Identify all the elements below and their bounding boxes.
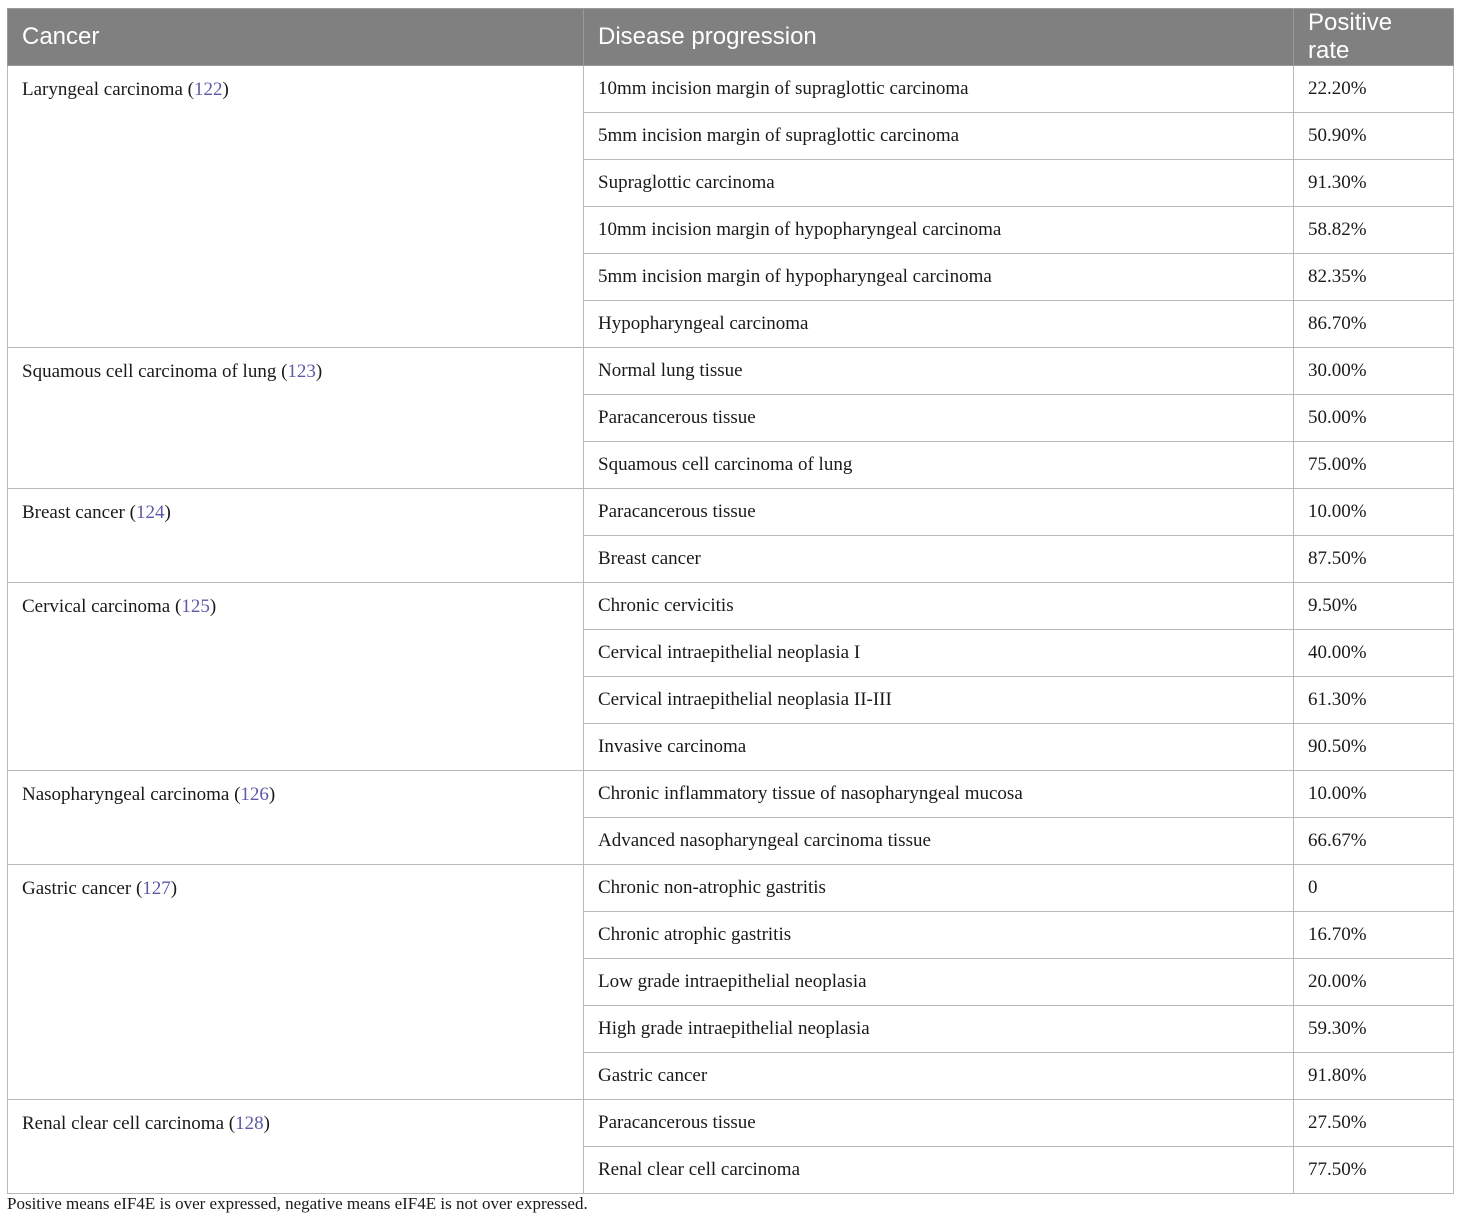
disease-progression-cell: Low grade intraepithelial neoplasia	[584, 959, 1294, 1006]
reference-link[interactable]: 127	[142, 878, 171, 899]
positive-rate-cell: 27.50%	[1294, 1100, 1454, 1147]
reference-link[interactable]: 125	[181, 596, 210, 617]
disease-progression-cell: Cervical intraepithelial neoplasia I	[584, 630, 1294, 677]
cancer-cell: Gastric cancer (127)	[8, 865, 584, 1100]
reference-link[interactable]: 126	[240, 784, 269, 805]
cancer-cell: Breast cancer (124)	[8, 489, 584, 583]
positive-rate-cell: 82.35%	[1294, 254, 1454, 301]
positive-rate-cell: 58.82%	[1294, 207, 1454, 254]
header-cancer: Cancer	[8, 9, 584, 66]
positive-rate-cell: 16.70%	[1294, 912, 1454, 959]
disease-progression-cell: Hypopharyngeal carcinoma	[584, 301, 1294, 348]
disease-progression-cell: Squamous cell carcinoma of lung	[584, 442, 1294, 489]
cancer-name: Laryngeal carcinoma	[22, 79, 183, 100]
positive-rate-cell: 10.00%	[1294, 771, 1454, 818]
cancer-cell: Laryngeal carcinoma (122)	[8, 66, 584, 348]
disease-progression-cell: Invasive carcinoma	[584, 724, 1294, 771]
disease-progression-cell: Chronic non-atrophic gastritis	[584, 865, 1294, 912]
positive-rate-cell: 9.50%	[1294, 583, 1454, 630]
cancer-name: Gastric cancer	[22, 878, 132, 899]
cancer-cell: Nasopharyngeal carcinoma (126)	[8, 771, 584, 865]
disease-progression-cell: Renal clear cell carcinoma	[584, 1147, 1294, 1194]
reference-link[interactable]: 128	[235, 1113, 264, 1134]
reference-link[interactable]: 122	[193, 79, 223, 100]
header-disease-progression: Disease progression	[584, 9, 1294, 66]
positive-rate-cell: 90.50%	[1294, 724, 1454, 771]
table-row	[8, 865, 1454, 912]
disease-progression-cell: 5mm incision margin of hypopharyngeal carcinoma	[584, 254, 1294, 301]
disease-progression-cell: Breast cancer	[584, 536, 1294, 583]
positive-rate-cell: 77.50%	[1294, 1147, 1454, 1194]
table-row	[8, 66, 1454, 113]
table-row	[8, 583, 1454, 630]
disease-progression-cell: Supraglottic carcinoma	[584, 160, 1294, 207]
table-row	[8, 1100, 1454, 1147]
disease-progression-cell: 5mm incision margin of supraglottic carcinoma	[584, 113, 1294, 160]
positive-rate-cell: 87.50%	[1294, 536, 1454, 583]
positive-rate-cell: 10.00%	[1294, 489, 1454, 536]
positive-rate-cell: 61.30%	[1294, 677, 1454, 724]
disease-progression-cell: Gastric cancer	[584, 1053, 1294, 1100]
disease-progression-cell: Chronic atrophic gastritis	[584, 912, 1294, 959]
disease-progression-cell: Advanced nasopharyngeal carcinoma tissue	[584, 818, 1294, 865]
cancer-name: Breast cancer	[22, 502, 125, 523]
table-row	[8, 489, 1454, 536]
positive-rate-cell: 50.00%	[1294, 395, 1454, 442]
positive-rate-cell: 86.70%	[1294, 301, 1454, 348]
disease-progression-cell: High grade intraepithelial neoplasia	[584, 1006, 1294, 1053]
positive-rate-cell: 75.00%	[1294, 442, 1454, 489]
data-table-container	[7, 8, 1453, 1194]
positive-rate-cell: 91.80%	[1294, 1053, 1454, 1100]
header-positive-rate: Positive rate	[1294, 9, 1454, 66]
disease-progression-cell: Paracancerous tissue	[584, 395, 1294, 442]
positive-rate-cell: 66.67%	[1294, 818, 1454, 865]
table-header-row	[8, 9, 1454, 66]
cancer-cell: Renal clear cell carcinoma (128)	[8, 1100, 584, 1194]
positive-rate-cell: 30.00%	[1294, 348, 1454, 395]
disease-progression-cell: Paracancerous tissue	[584, 1100, 1294, 1147]
table-body	[8, 66, 1454, 1194]
reference-link[interactable]: 124	[135, 502, 165, 523]
disease-progression-cell: Normal lung tissue	[584, 348, 1294, 395]
table-footnote: Positive means eIF4E is over expressed, negative means eIF4E is not over expressed.	[7, 1194, 588, 1213]
cancer-cell: Squamous cell carcinoma of lung (123)	[8, 348, 584, 489]
disease-progression-cell: 10mm incision margin of supraglottic carcinoma	[584, 66, 1294, 113]
disease-progression-cell: Paracancerous tissue	[584, 489, 1294, 536]
disease-progression-cell: Chronic inflammatory tissue of nasopharyngeal mucosa	[584, 771, 1294, 818]
cancer-cell: Cervical carcinoma (125)	[8, 583, 584, 771]
reference-link[interactable]: 123	[287, 361, 316, 382]
eif4e-positive-rate-table	[7, 8, 1454, 1194]
positive-rate-cell: 59.30%	[1294, 1006, 1454, 1053]
table-row	[8, 771, 1454, 818]
positive-rate-cell: 22.20%	[1294, 66, 1454, 113]
positive-rate-cell: 91.30%	[1294, 160, 1454, 207]
positive-rate-cell: 20.00%	[1294, 959, 1454, 1006]
positive-rate-cell: 40.00%	[1294, 630, 1454, 677]
disease-progression-cell: 10mm incision margin of hypopharyngeal carcinoma	[584, 207, 1294, 254]
positive-rate-cell: 50.90%	[1294, 113, 1454, 160]
disease-progression-cell: Cervical intraepithelial neoplasia II-III	[584, 677, 1294, 724]
positive-rate-cell: 0	[1294, 865, 1454, 912]
table-row	[8, 348, 1454, 395]
cancer-name: Nasopharyngeal carcinoma	[22, 784, 230, 805]
cancer-name: Cervical carcinoma	[22, 596, 171, 617]
cancer-name: Squamous cell carcinoma of lung	[22, 361, 277, 382]
disease-progression-cell: Chronic cervicitis	[584, 583, 1294, 630]
cancer-name: Renal clear cell carcinoma	[22, 1113, 225, 1134]
